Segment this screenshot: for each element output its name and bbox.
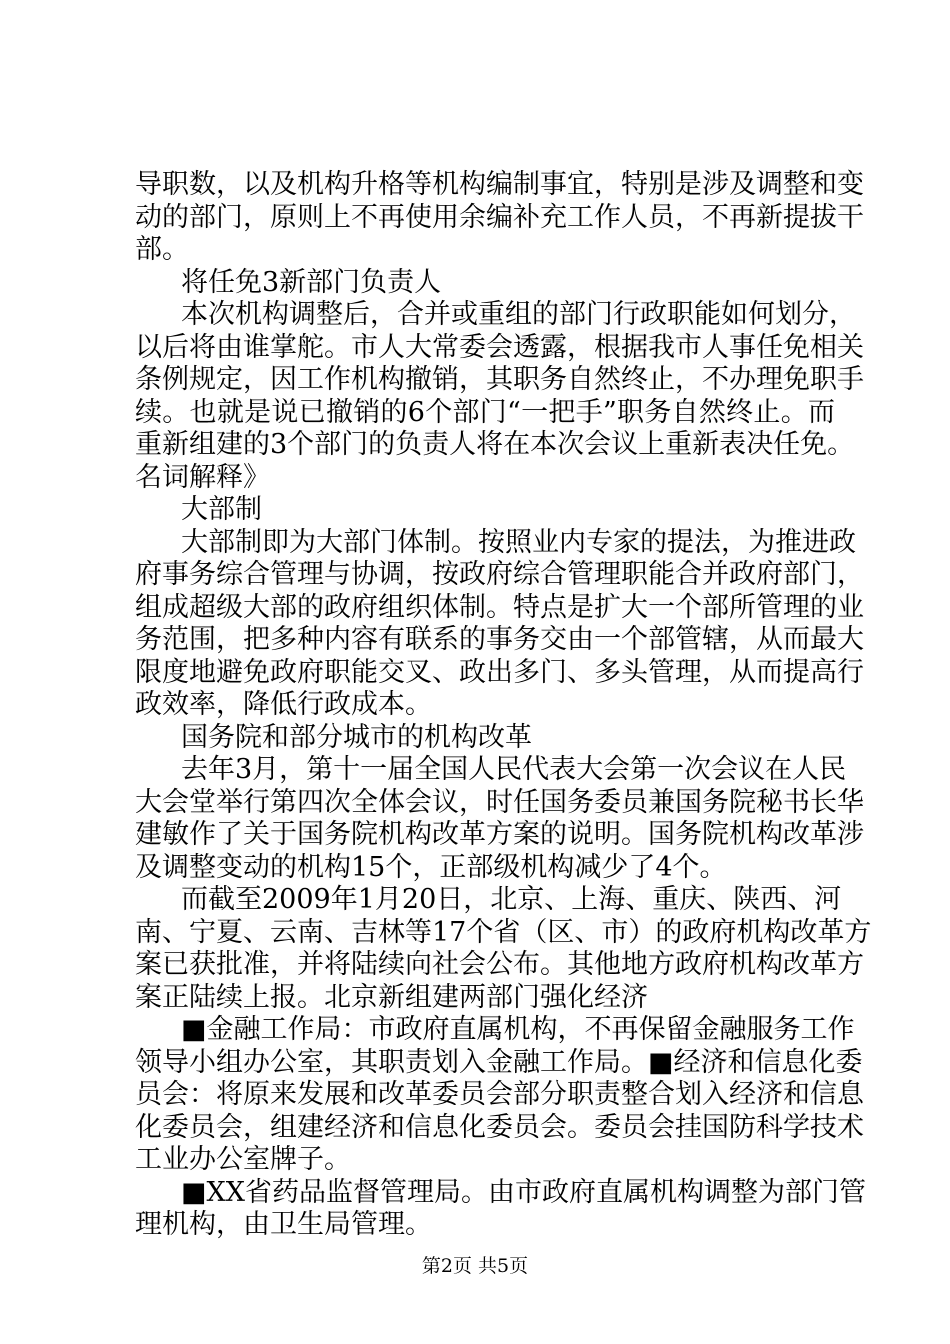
text-line: 化委员会，组建经济和信息化委员会。委员会挂国防科学技术 — [135, 1111, 864, 1143]
text-line: 案正陆续上报。北京新组建两部门强化经济 — [135, 981, 648, 1013]
text-line: 动的部门，原则上不再使用余编补充工作人员，不再新提拔干 — [135, 201, 864, 233]
text-line: 政效率，降低行政成本。 — [135, 689, 432, 720]
text-line: 南、宁夏、云南、吉林等17个省（区、市）的政府机构改革方 — [135, 916, 872, 948]
page-footer — [0, 1255, 950, 1277]
text-line: 领导小组办公室，其职责划入金融工作局。■经济和信息化委 — [135, 1046, 863, 1078]
text-line: 案已获批准，并将陆续向社会公布。其他地方政府机构改革方 — [135, 949, 864, 980]
text-line: 大部制即为大部门体制。按照业内专家的提法，为推进政 — [181, 526, 856, 558]
text-line: 大部制 — [181, 494, 262, 525]
text-line: 条例规定，因工作机构撤销，其职务自然终止，不办理免职手 — [135, 364, 864, 395]
text-line: 府事务综合管理与协调，按政府综合管理职能合并政府部门， — [135, 559, 864, 590]
text-line: 去年3月，第十一届全国人民代表大会第一次会议在人民 — [181, 754, 847, 785]
text-line: 组成超级大部的政府组织体制。特点是扩大一个部所管理的业 — [135, 591, 864, 623]
text-line: 限度地避免政府职能交叉、政出多门、多头管理，从而提高行 — [135, 656, 864, 688]
text-line: 国务院和部分城市的机构改革 — [181, 721, 532, 753]
text-line: ■XX省药品监督管理局。由市政府直属机构调整为部门管 — [181, 1176, 866, 1208]
text-line: 工业办公室牌子。 — [135, 1144, 351, 1175]
page-number: 第2页 共5页 — [421, 1255, 529, 1277]
text-line: 以后将由谁掌舵。市人大常委会透露，根据我市人事任免相关 — [135, 331, 864, 363]
text-line: 名词解释》 — [135, 461, 270, 493]
text-line: 而截至2009年1月20日，北京、上海、重庆、陕西、河 — [181, 884, 842, 915]
text-line: 大会堂举行第四次全体会议，时任国务委员兼国务院秘书长华 — [135, 786, 864, 818]
text-line: 务范围，把多种内容有联系的事务交由一个部管辖，从而最大 — [135, 624, 864, 655]
text-line: 重新组建的3个部门的负责人将在本次会议上重新表决任免。 — [135, 429, 855, 460]
text-line: 员会：将原来发展和改革委员会部分职责整合划入经济和信息 — [135, 1079, 864, 1110]
text-line: 导职数，以及机构升格等机构编制事宜，特别是涉及调整和变 — [135, 169, 864, 200]
text-line: 理机构，由卫生局管理。 — [135, 1209, 432, 1240]
text-line: ■金融工作局：市政府直属机构，不再保留金融服务工作 — [181, 1014, 855, 1045]
text-line: 建敏作了关于国务院机构改革方案的说明。国务院机构改革涉 — [135, 819, 864, 850]
text-line: 部。 — [135, 234, 189, 265]
text-line: 及调整变动的机构15个，正部级机构减少了4个。 — [135, 851, 727, 883]
document-body — [135, 169, 872, 1242]
text-line: 本次机构调整后，合并或重组的部门行政职能如何划分， — [181, 299, 856, 330]
text-line: 续。也就是说已撤销的6个部门“一把手”职务自然终止。而 — [135, 396, 835, 428]
text-line: 将任免3新部门负责人 — [181, 266, 442, 298]
